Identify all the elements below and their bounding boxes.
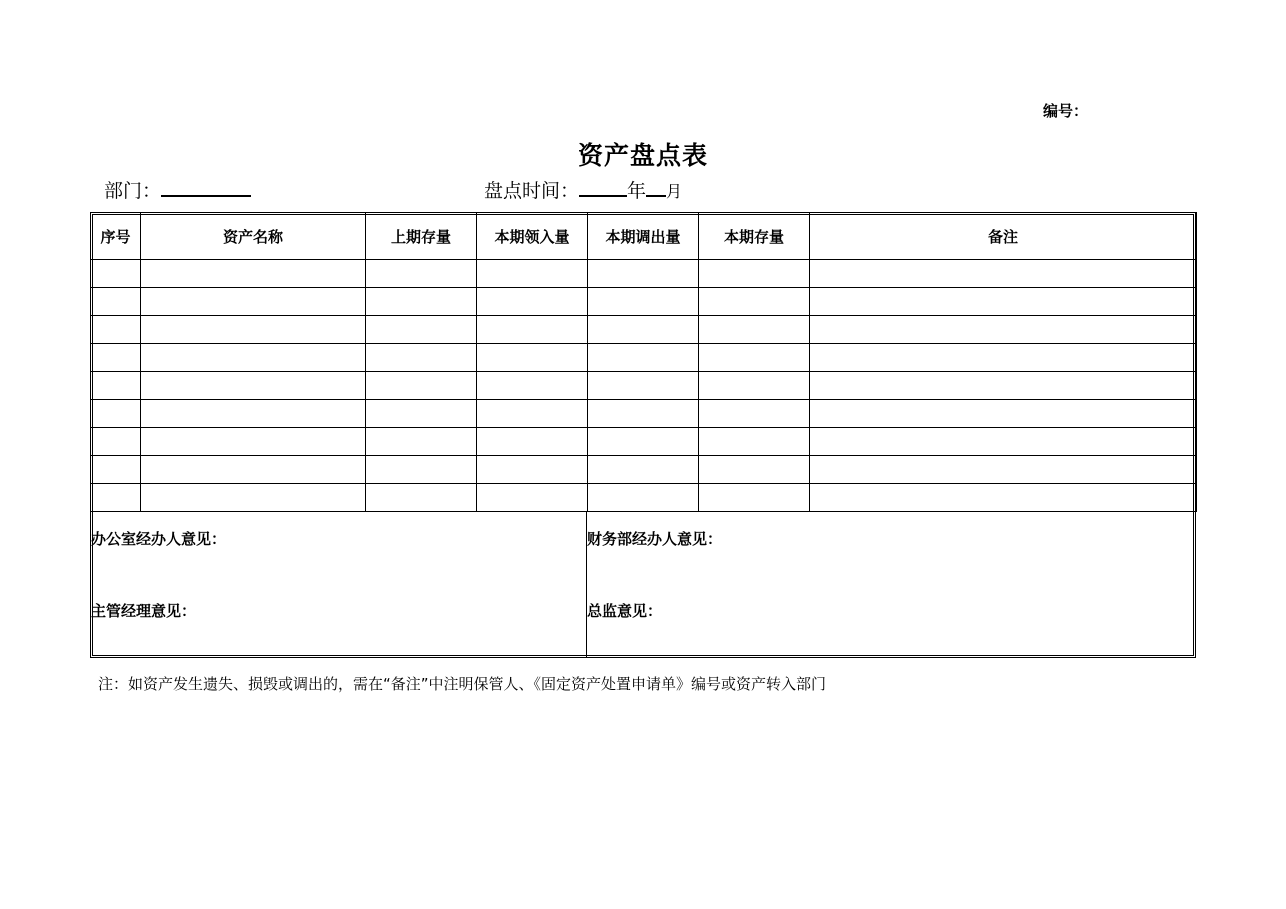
opinion-section bbox=[90, 512, 1196, 658]
department-label: 部门： bbox=[104, 180, 162, 202]
footer-note: 注：如资产发生遗失、损毁或调出的，需在“备注”中注明保管人、《固定资产处置申请单》编号或资产转入部门 bbox=[98, 675, 827, 693]
year-label: 年 bbox=[627, 180, 647, 202]
check-time-label: 盘点时间： bbox=[484, 180, 580, 202]
column-header-current-stock: 本期存量 bbox=[699, 213, 810, 260]
year-blank[interactable] bbox=[579, 176, 627, 197]
column-header-previous-stock: 上期存量 bbox=[366, 213, 477, 260]
month-label: 月 bbox=[666, 182, 683, 201]
opinion-divider bbox=[586, 512, 587, 658]
serial-number-label: 编号： bbox=[1043, 102, 1089, 120]
column-header-index: 序号 bbox=[91, 213, 141, 260]
department-row bbox=[104, 176, 251, 203]
column-header-remarks: 备注 bbox=[810, 213, 1197, 260]
column-header-transferred-out: 本期调出量 bbox=[588, 213, 699, 260]
manager-opinion-label: 主管经理意见： bbox=[91, 602, 197, 620]
check-time-row bbox=[484, 176, 682, 203]
page-title: 资产盘点表 bbox=[577, 141, 708, 170]
column-header-asset-name: 资产名称 bbox=[141, 213, 366, 260]
department-blank[interactable] bbox=[161, 176, 251, 197]
office-handler-opinion-label: 办公室经办人意见： bbox=[91, 530, 227, 548]
month-blank[interactable] bbox=[646, 176, 666, 197]
finance-handler-opinion-label: 财务部经办人意见： bbox=[587, 530, 723, 548]
column-header-received: 本期领入量 bbox=[477, 213, 588, 260]
director-opinion-label: 总监意见： bbox=[587, 602, 663, 620]
